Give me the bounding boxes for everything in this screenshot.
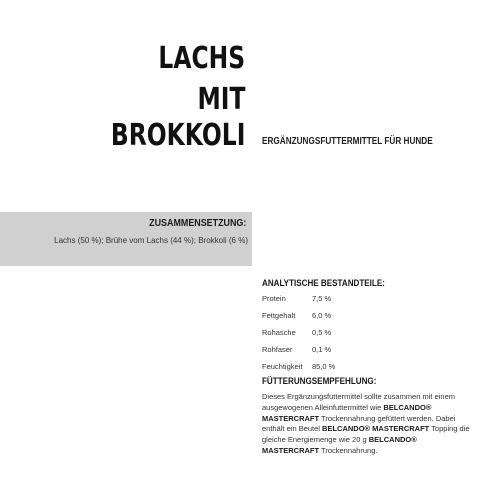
feeding-text-part: Topping die gleiche Energiemenge wie 20 g bbox=[262, 424, 470, 445]
nutrient-value: 0,1 % bbox=[312, 345, 332, 354]
nutrient-name: Rohfaser bbox=[262, 345, 293, 354]
nutrient-name: Fettgehalt bbox=[262, 311, 296, 320]
nutrient-value: 0,5 % bbox=[312, 328, 332, 337]
feeding-text-part: Trockennahrung gefüttert werden. Dabei enthält ein Beutel bbox=[262, 413, 456, 434]
nutrient-name: Feuchtigkeit bbox=[262, 362, 303, 371]
brand-name: BELCANDO® MASTERCRAFT bbox=[262, 435, 417, 455]
feeding-text-part: Dieses Ergänzungsfuttermittel sollte zusammen mit einem ausgewogenen Alleinfuttermittel wie bbox=[262, 392, 455, 412]
nutrient-row bbox=[262, 345, 372, 356]
feeding-heading: FÜTTERUNGSEMPFEHLUNG: bbox=[262, 376, 377, 387]
nutrient-row bbox=[262, 328, 372, 339]
nutrient-value: 7,5 % bbox=[312, 294, 332, 303]
nutrient-row bbox=[262, 311, 372, 322]
nutrient-row bbox=[262, 294, 372, 305]
title-line-1: LACHS bbox=[158, 41, 245, 76]
feeding-text-part: Trockennahrung. bbox=[319, 445, 378, 455]
brand-name: BELCANDO® MASTERCRAFT bbox=[262, 402, 432, 423]
title-line-2: MIT bbox=[197, 82, 245, 117]
composition-heading: ZUSAMMENSETZUNG: bbox=[148, 217, 246, 229]
nutrient-row bbox=[262, 362, 372, 373]
nutrient-value: 85,0 % bbox=[312, 362, 336, 371]
nutrient-name: Protein bbox=[262, 294, 286, 303]
analytic-heading: ANALYTISCHE BESTANDTEILE: bbox=[262, 278, 385, 289]
nutrient-value: 6,0 % bbox=[312, 311, 332, 320]
title-line-3: BROKKOLI bbox=[110, 118, 245, 153]
composition-panel bbox=[0, 212, 252, 266]
composition-text: Lachs (50 %); Brühe vom Lachs (44 %); Brokkoli (6 %) bbox=[54, 236, 248, 245]
feeding-text bbox=[262, 392, 472, 457]
nutrient-name: Rohasche bbox=[262, 328, 296, 337]
product-subtitle: ERGÄNZUNGSFUTTERMITTEL FÜR HUNDE bbox=[262, 136, 433, 147]
brand-name: BELCANDO® MASTERCRAFT bbox=[322, 424, 430, 434]
